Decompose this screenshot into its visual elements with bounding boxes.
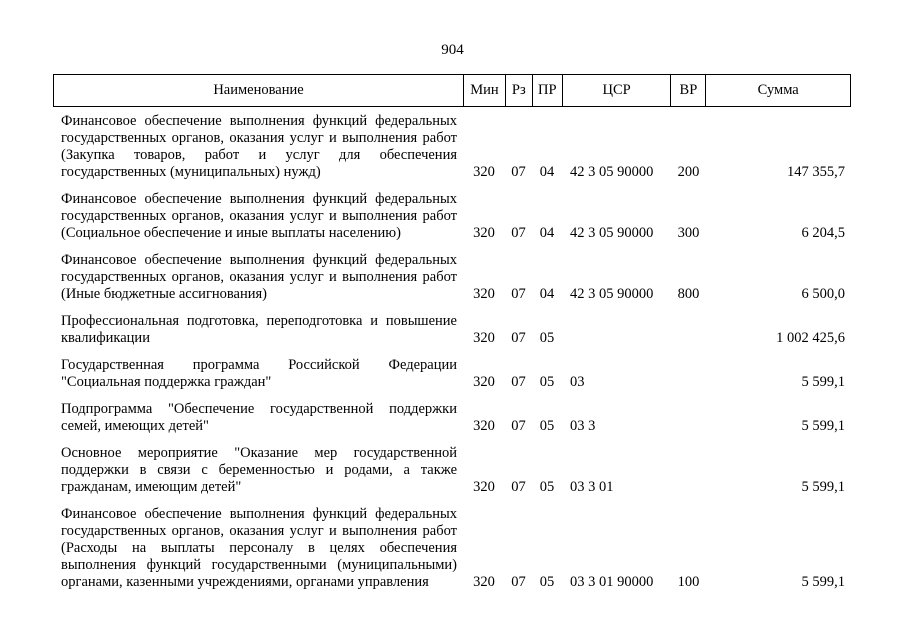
row-name: Основное мероприятие "Оказание мер государственной поддержки в связи с беременностью и родами, а также гражданам, имеющим детей" bbox=[61, 445, 457, 495]
row-csr: 42 3 05 90000 bbox=[570, 164, 654, 180]
row-vr: 800 bbox=[677, 286, 700, 302]
row-csr: 03 3 01 bbox=[570, 479, 614, 495]
table-row bbox=[53, 506, 851, 591]
budget-table bbox=[53, 74, 851, 591]
row-pr: 05 bbox=[539, 418, 555, 434]
row-sum: 147 355,7 bbox=[787, 164, 845, 180]
table-row bbox=[53, 313, 851, 347]
row-min: 320 bbox=[473, 225, 495, 241]
row-name: Подпрограмма "Обеспечение государственной поддержки семей, имеющих детей" bbox=[61, 401, 457, 434]
row-pr: 04 bbox=[539, 225, 555, 241]
row-rz: 07 bbox=[511, 286, 526, 302]
row-sum: 6 500,0 bbox=[801, 286, 845, 302]
row-name: Государственная программа Российской Федерации "Социальная поддержка граждан" bbox=[61, 357, 457, 390]
row-min: 320 bbox=[473, 479, 495, 495]
row-rz: 07 bbox=[511, 418, 526, 434]
row-sum: 5 599,1 bbox=[801, 418, 845, 434]
header-pr: ПР bbox=[532, 75, 562, 106]
table-row bbox=[53, 357, 851, 391]
row-pr: 05 bbox=[539, 374, 555, 390]
page-number: 904 bbox=[441, 42, 464, 58]
row-vr: 200 bbox=[677, 164, 700, 180]
row-name: Финансовое обеспечение выполнения функций федеральных государственных органов, оказания услуг и выполнения работ (Социальное обеспечение и иные выплаты населению) bbox=[61, 191, 457, 241]
row-min: 320 bbox=[473, 574, 495, 590]
row-min: 320 bbox=[473, 418, 495, 434]
table-row bbox=[53, 401, 851, 435]
row-sum: 5 599,1 bbox=[801, 374, 845, 390]
row-pr: 05 bbox=[539, 574, 555, 590]
row-csr: 03 3 01 90000 bbox=[570, 574, 654, 590]
row-name: Финансовое обеспечение выполнения функций федеральных государственных органов, оказания услуг и выполнения работ (Иные бюджетные ассигнования) bbox=[61, 252, 457, 302]
row-pr: 04 bbox=[539, 286, 555, 302]
row-sum: 5 599,1 bbox=[801, 479, 845, 495]
row-csr: 42 3 05 90000 bbox=[570, 225, 654, 241]
row-name: Профессиональная подготовка, переподготовка и повышение квалификации bbox=[61, 313, 457, 346]
table-row bbox=[53, 191, 851, 242]
header-sum: Сумма bbox=[705, 75, 850, 106]
row-pr: 05 bbox=[539, 330, 555, 346]
table-header bbox=[53, 74, 851, 107]
row-csr: 03 bbox=[570, 374, 585, 390]
row-rz: 07 bbox=[511, 164, 526, 180]
row-min: 320 bbox=[473, 286, 495, 302]
row-vr: 300 bbox=[677, 225, 700, 241]
row-rz: 07 bbox=[511, 330, 526, 346]
row-name: Финансовое обеспечение выполнения функций федеральных государственных органов, оказания услуг и выполнения работ (Закупка товаров, работ и услуг для обеспечения государственных (муниципальных) нужд) bbox=[61, 113, 457, 180]
row-pr: 04 bbox=[539, 164, 555, 180]
row-csr: 03 3 bbox=[570, 418, 596, 434]
table-row bbox=[53, 252, 851, 303]
row-min: 320 bbox=[473, 164, 495, 180]
header-vr: ВР bbox=[670, 75, 705, 106]
row-sum: 1 002 425,6 bbox=[776, 330, 845, 346]
row-vr: 100 bbox=[677, 574, 700, 590]
row-min: 320 bbox=[473, 330, 495, 346]
row-rz: 07 bbox=[511, 225, 526, 241]
header-name: Наименование bbox=[213, 82, 304, 98]
table-row bbox=[53, 113, 851, 181]
row-min: 320 bbox=[473, 374, 495, 390]
header-rz: Рз bbox=[505, 75, 532, 106]
row-sum: 5 599,1 bbox=[801, 574, 845, 590]
row-sum: 6 204,5 bbox=[801, 225, 845, 241]
table-body bbox=[53, 113, 851, 591]
row-pr: 05 bbox=[539, 479, 555, 495]
row-rz: 07 bbox=[511, 374, 526, 390]
header-min: Мин bbox=[463, 75, 505, 106]
table-row bbox=[53, 445, 851, 496]
row-name: Финансовое обеспечение выполнения функций федеральных государственных органов, оказания услуг и выполнения работ (Расходы на выплаты персоналу в целях обеспечения выполнения функций государственными (муниципальными) органами, казенными учреждениями, органами управления bbox=[61, 506, 457, 590]
header-csr: ЦСР bbox=[562, 75, 671, 106]
row-rz: 07 bbox=[511, 479, 526, 495]
row-rz: 07 bbox=[511, 574, 526, 590]
row-csr: 42 3 05 90000 bbox=[570, 286, 654, 302]
